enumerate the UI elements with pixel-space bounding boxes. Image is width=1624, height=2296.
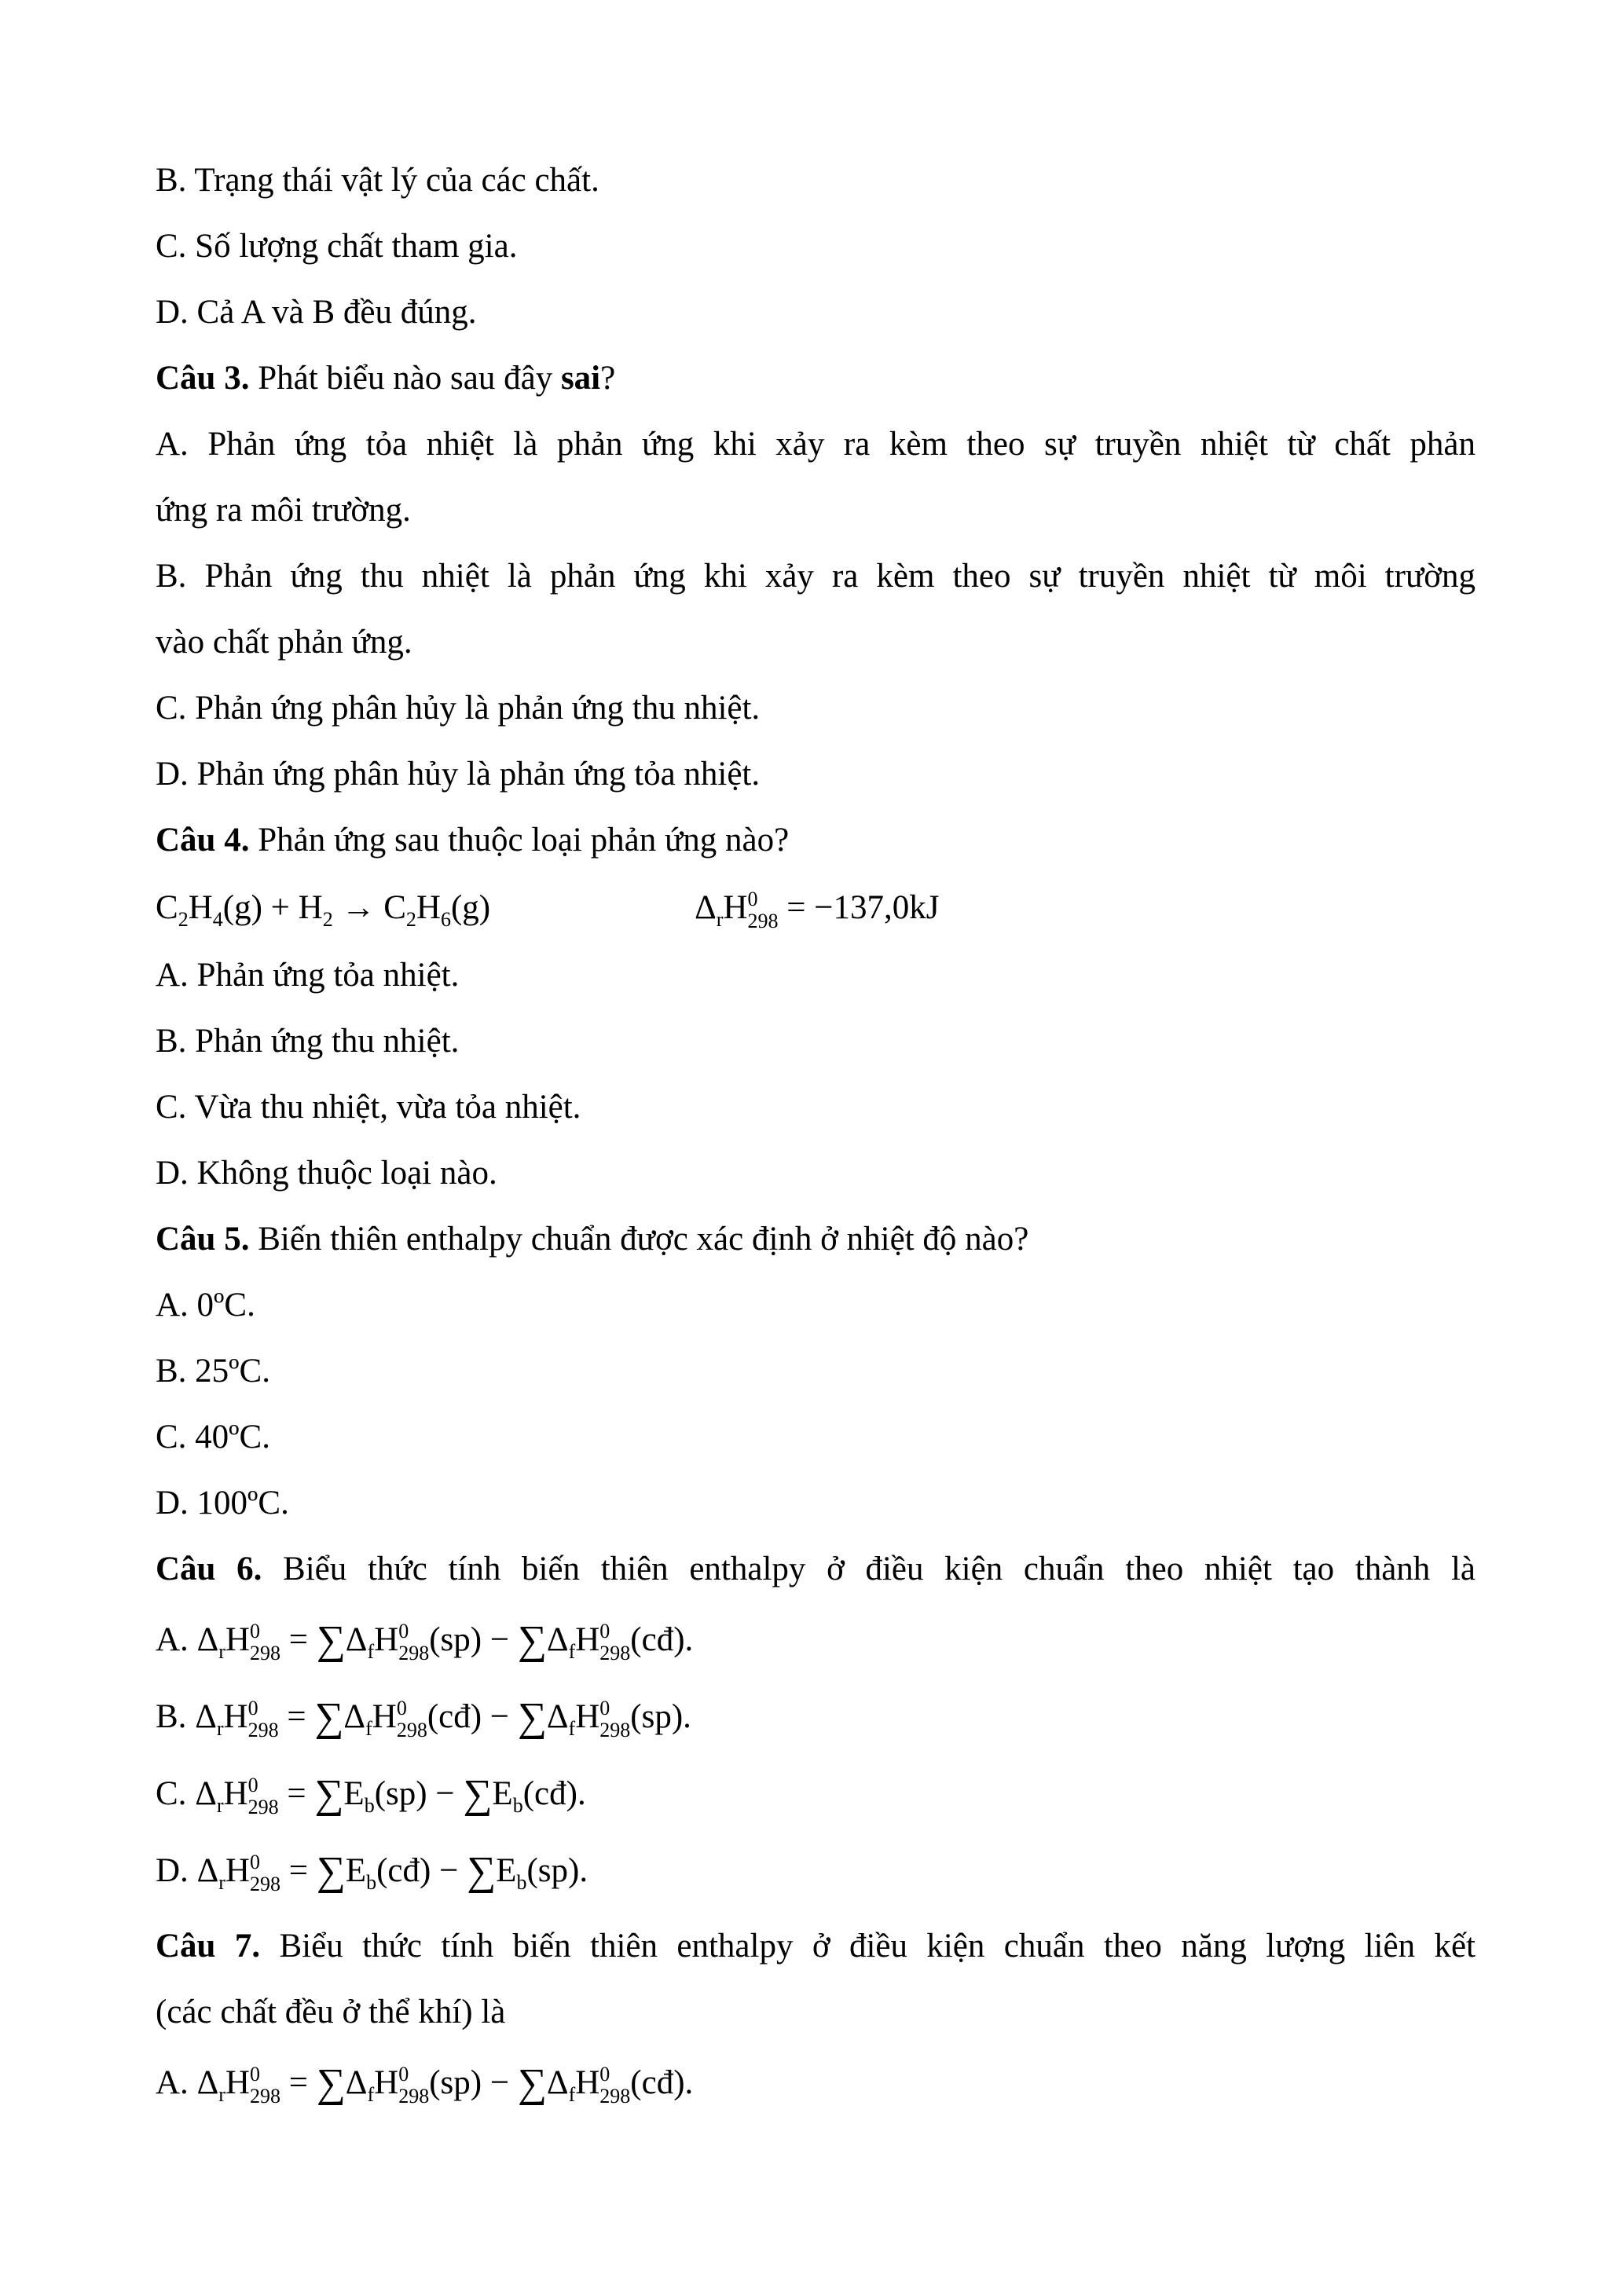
question-3 <box>156 357 1476 401</box>
q3-option-d: D. Phản ứng phân hủy là phản ứng tỏa nhiệt. <box>156 756 761 793</box>
question-text: Biểu thức tính biến thiên enthalpy ở điều kiện chuẩn theo năng lượng liên kết <box>260 1928 1476 1965</box>
q4-option-c: C. Vừa thu nhiệt, vừa tỏa nhiệt. <box>156 1089 581 1126</box>
reaction-equation <box>156 886 1476 942</box>
question-label: Câu 6. <box>156 1551 262 1587</box>
question-4 <box>156 818 1476 862</box>
product-formula: $C_2H_6(g)$ <box>383 889 491 931</box>
question-label: Câu 4. <box>156 822 250 859</box>
question-label: Câu 7. <box>156 1928 261 1965</box>
q5-option-c: C. 40ºC. <box>156 1419 270 1456</box>
enthalpy-value: $\Delta_rH$ 0 298 = −137,0kJ <box>695 888 940 933</box>
question-text: Biến thiên enthalpy chuẩn được xác định ở nhiệt độ nào? <box>249 1221 1029 1258</box>
answer-option-c: C. Số lượng chất tham gia. <box>156 228 518 265</box>
q3-option-c: C. Phản ứng phân hủy là phản ứng thu nhiệt. <box>156 690 761 727</box>
reactant-formula: $C_2H_4(g) + H_2$ <box>156 889 333 931</box>
question-text: Biểu thức tính biến thiên enthalpy ở điều kiện chuẩn theo nhiệt tạo thành là <box>262 1551 1476 1587</box>
q6-option-a: A. $\Delta_rH$ 0 298 = $\sum\Delta_fH$ 0 298 $(sp) - \sum\Delta_fH$ 0 298 (cđ). <box>156 1618 694 1665</box>
question-text: Phát biểu nào sau đây <box>249 360 561 397</box>
q4-option-a: A. Phản ứng tỏa nhiệt. <box>156 957 460 994</box>
question-label: Câu 5. <box>156 1221 250 1258</box>
q5-option-d: D. 100ºC. <box>156 1485 289 1522</box>
question-text-end: ? <box>600 360 616 397</box>
answer-option-d: D. Cả A và B đều đúng. <box>156 294 477 331</box>
q4-option-b: B. Phản ứng thu nhiệt. <box>156 1023 460 1060</box>
question-7-line-2: (các chất đều ở thể khí) là <box>156 1994 506 2031</box>
q4-option-d: D. Không thuộc loại nào. <box>156 1155 497 1192</box>
question-label: Câu 3. <box>156 360 250 397</box>
emphasis-text: sai <box>560 360 601 397</box>
q3-option-b-line-1: B. Phản ứng thu nhiệt là phản ứng khi xảy ra kèm theo sự truyền nhiệt từ môi trường <box>156 558 1476 595</box>
q5-option-b: B. 25ºC. <box>156 1353 270 1390</box>
q6-option-c: C. $\Delta_rH$ 0 298 = $\sum E_b(sp)$ − $\sum E_b(cđ)$. <box>156 1772 586 1819</box>
reaction-arrow: → <box>332 889 384 926</box>
answer-option-b: B. Trạng thái vật lý của các chất. <box>156 162 599 199</box>
q7-option-a: A. $\Delta_rH$ 0 298 = $\sum\Delta_fH$ 0 298 $(sp) - \sum\Delta_fH$ 0 298 (cđ). <box>156 2061 694 2108</box>
q6-option-b: B. $\Delta_rH$ 0 298 = $\sum\Delta_fH$ 0 298 (cđ) − $\sum\Delta_fH$ 0 298 (sp). <box>156 1695 691 1742</box>
question-text: Phản ứng sau thuộc loại phản ứng nào? <box>249 822 790 859</box>
q3-option-a-line-2: ứng ra môi trường. <box>156 492 411 529</box>
question-5 <box>156 1218 1476 1262</box>
q3-option-a-line-1: A. Phản ứng tỏa nhiệt là phản ứng khi xảy ra kèm theo sự truyền nhiệt từ chất phản <box>156 426 1476 463</box>
q3-option-b-line-2: vào chất phản ứng. <box>156 624 412 661</box>
q5-option-a: A. 0ºC. <box>156 1287 255 1324</box>
q6-option-d: D. $\Delta_rH$ 0 298 = $\sum E_b(cđ) - \sum E_b(sp)$. <box>156 1849 588 1896</box>
